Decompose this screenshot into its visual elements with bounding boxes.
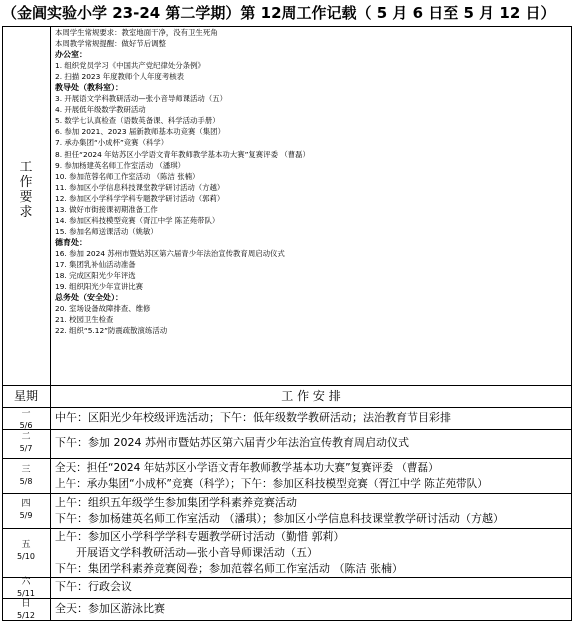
requirement-item: 5. 数学七认真检查（语数英备课、科学活动手册） bbox=[55, 116, 220, 126]
requirement-section-heading: 教导处（教科室）： bbox=[55, 83, 123, 93]
plan-fri: 上午：参加区小学科学学科专题教学研讨活动（勤惜 郭莉） 开展语文学科教研活动—张小音导师课活动（五） 下午：集团学科素养竞赛阅卷；参加范蓉名师工作室活动 （陈洁 张楠） bbox=[55, 530, 403, 575]
plan-wed: 全天：担任“2024 年姑苏区小学语文青年教师教学基本功大赛”复赛评委 （曹磊） 上午：承办集团“小成杯”竞赛（科学）；下午：参加区科技模型竞赛（胥江中学 陈芷苑带队） bbox=[55, 462, 488, 490]
requirement-item: 20. 室场设备故障排查、维修 bbox=[55, 304, 151, 314]
requirement-item: 7. 承办集团“小成杯”竞赛（科学） bbox=[55, 138, 169, 148]
requirement-item: 16. 参加 2024 苏州市暨姑苏区第六届青少年法治宣传教育周启动仪式 bbox=[55, 248, 285, 258]
requirement-item: 1. 组织党员学习《中国共产党纪律处分条例》 bbox=[55, 61, 205, 71]
row-divider bbox=[2, 577, 572, 578]
requirement-item: 本周学生常规要求：教室地面干净，没有卫生死角 bbox=[55, 28, 218, 37]
requirement-item: 2. 扫描 2023 年度教师个人年度考核表 bbox=[55, 72, 184, 82]
plan-mon: 中午：区阳光少年校级评选活动；下午：低年级数学教研活动；法治教育节目彩排 bbox=[55, 411, 451, 424]
requirement-item: 14. 参加区科技模型竞赛（胥江中学 陈芷苑带队） bbox=[55, 215, 220, 225]
requirement-item: 3. 开展语文学科教研活动—张小音导师课活动（五） bbox=[55, 94, 227, 104]
row-divider bbox=[2, 407, 572, 408]
day-cell-thu: 四 5/9 bbox=[19, 499, 33, 520]
plan-sat: 下午：行政会议 bbox=[55, 580, 132, 593]
row-divider bbox=[2, 458, 572, 459]
plan-thu: 上午：组织五年级学生参加集团学科素养竞赛活动 下午：参加杨建英名师工作室活动 （潘琪）；参加区小学信息科技课堂教学研讨活动（方越） bbox=[55, 496, 504, 525]
requirement-item: 9. 参加杨建英名师工作室活动 （潘琪） bbox=[55, 160, 186, 170]
requirement-section-heading: 德育处： bbox=[55, 237, 87, 247]
plan-tue: 下午：参加 2024 苏州市暨姑苏区第六届青少年法治宣传教育周启动仪式 bbox=[55, 436, 409, 449]
day-cell-sat: 六 5/11 bbox=[17, 577, 35, 598]
requirement-item: 4. 开展低年级数学教研活动 bbox=[55, 105, 146, 115]
requirement-item: 21. 校园卫生检查 bbox=[55, 315, 114, 325]
requirement-item: 8. 担任“2024 年姑苏区小学语文青年教师教学基本功大赛”复赛评委 （曹磊） bbox=[55, 149, 310, 159]
requirement-item: 12. 参加区小学科学学科专题教学研讨活动（郭莉） bbox=[55, 193, 225, 203]
requirement-item: 本周教学常规提醒：做好节后调整 bbox=[55, 39, 166, 49]
page-title: （金阊实验小学 23-24 第二学期）第 12周工作记载（ 5 月 6 日至 5 月 12 日） bbox=[2, 4, 556, 22]
requirement-item: 22. 组织“5.12”防震疏散演练活动 bbox=[55, 326, 168, 336]
day-cell-fri: 五 5/10 bbox=[17, 540, 35, 561]
requirement-section-heading: 总务处（安全处）： bbox=[55, 293, 123, 303]
requirements-list bbox=[55, 27, 567, 336]
row-divider bbox=[2, 598, 572, 599]
requirement-item: 13. 做好市街接课初期准备工作 bbox=[55, 204, 158, 214]
requirement-section-heading: 办公室： bbox=[55, 50, 87, 60]
column-divider bbox=[50, 26, 51, 621]
requirement-item: 15. 参加名师送课活动（姚敏） bbox=[55, 226, 158, 236]
schedule-plan-header: 工 作 安 排 bbox=[281, 389, 341, 403]
row-divider bbox=[2, 429, 572, 430]
requirement-item: 11. 参加区小学信息科技课堂教学研讨活动（方越） bbox=[55, 182, 225, 192]
requirement-item: 6. 参加 2021、2023 届新教师基本功竞赛（集团） bbox=[55, 127, 225, 137]
schedule-day-header: 星期 bbox=[13, 389, 38, 403]
plan-sun: 全天：参加区游泳比赛 bbox=[55, 602, 165, 615]
day-cell-wed: 三 5/8 bbox=[19, 465, 33, 486]
requirement-item: 18. 完成区阳光少年评选 bbox=[55, 271, 136, 281]
day-cell-mon: 一 5/6 bbox=[19, 409, 33, 430]
row-divider bbox=[2, 493, 572, 494]
requirements-label: 工 作 要 求 bbox=[19, 160, 33, 220]
requirement-item: 19. 组织阳光少年宣讲比赛 bbox=[55, 282, 144, 292]
day-cell-sun: 日 5/12 bbox=[17, 599, 35, 620]
requirement-item: 17. 集团乳补仙活动准备 bbox=[55, 259, 136, 269]
day-cell-tue: 二 5/7 bbox=[19, 432, 33, 453]
requirement-item: 10. 参加范蓉名师工作室活动 （陈洁 张楠） bbox=[55, 171, 200, 181]
